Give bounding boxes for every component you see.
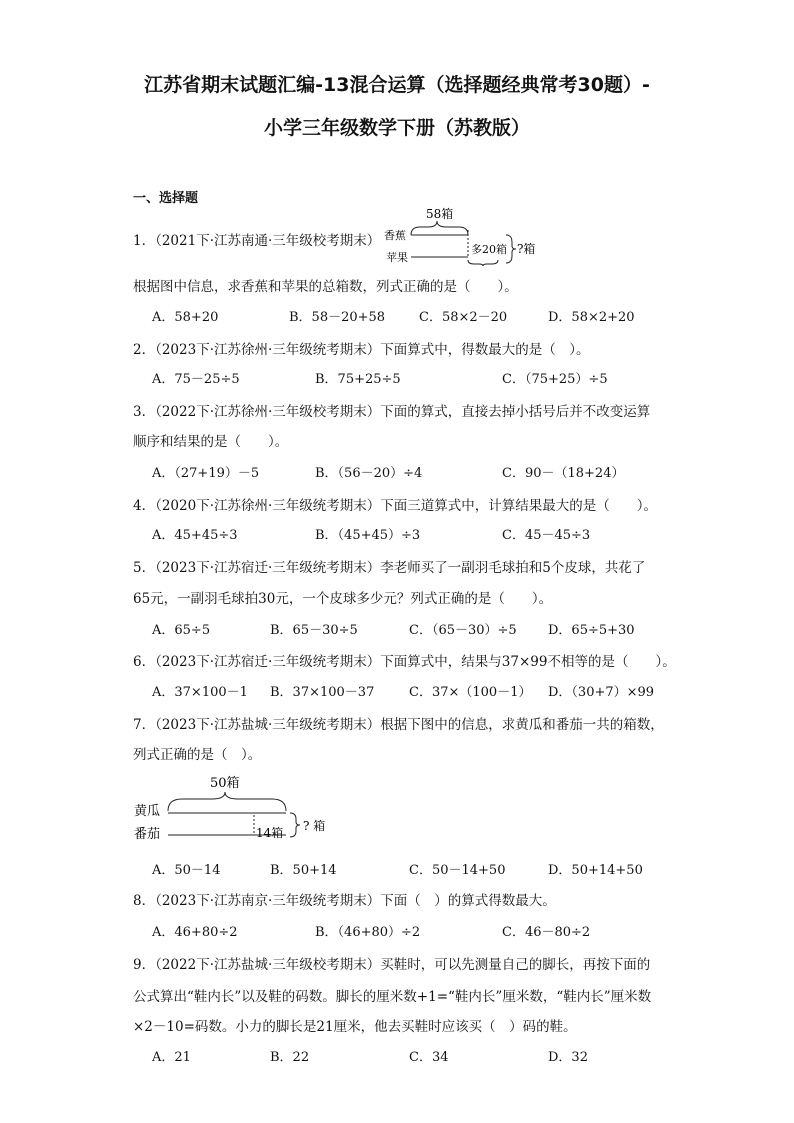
- q7-option-b[interactable]: B．50+14: [270, 863, 337, 878]
- doc-title-line2: 小学三年级数学下册（苏教版）: [263, 117, 530, 139]
- q7-option-d[interactable]: D．50+14+50: [548, 863, 643, 878]
- q9-stem-3: ×2－10=码数。小力的脚长是21厘米，他去买鞋时应该买（ ）码的鞋。: [133, 1019, 577, 1035]
- q5-options: [152, 619, 672, 637]
- q7-top-label: 50箱: [210, 776, 240, 791]
- q7-diagram: [132, 773, 352, 843]
- q4-options: [152, 524, 672, 542]
- q7-option-a[interactable]: A．50－14: [152, 863, 221, 878]
- q2-option-c[interactable]: C．（75+25）÷5: [502, 372, 608, 387]
- q8-stem: 8．（2023下·江苏南京·三年级统考期末）下面（ ）的算式得数最大。: [133, 893, 556, 909]
- q1-top-label: 58箱: [426, 207, 454, 221]
- q1-option-d[interactable]: D．58×2+20: [548, 310, 635, 325]
- q9-stem-2: 公式算出“鞋内长”以及鞋的码数。脚长的厘米数+1=“鞋内长”厘米数，“鞋内长”厘米数: [133, 989, 652, 1005]
- q7-question-label: ? 箱: [303, 819, 326, 833]
- q9-option-b[interactable]: B．22: [270, 1050, 310, 1065]
- section-heading: 一、选择题: [133, 191, 199, 206]
- q9-stem: 9．（2022下·江苏盐城·三年级校考期末）买鞋时，可以先测量自己的脚长，再按下面的: [133, 957, 651, 973]
- q4-option-c[interactable]: C．45－45÷3: [502, 528, 591, 543]
- q5-option-a[interactable]: A．65÷5: [152, 623, 211, 638]
- q9-option-d[interactable]: D．32: [548, 1050, 588, 1065]
- q1-right-brace: [506, 235, 516, 263]
- q8-options: [152, 921, 672, 939]
- q7-stem-2: 列式正确的是（ ）。: [133, 747, 262, 763]
- q1-bottom-brace: [468, 260, 498, 266]
- q1-option-c[interactable]: C．58×2－20: [419, 310, 508, 325]
- q8-option-a[interactable]: A．46+80÷2: [152, 925, 238, 940]
- q3-option-b[interactable]: B．（56－20）÷4: [315, 466, 423, 481]
- q1-stem-2: 根据图中信息，求香蕉和苹果的总箱数，列式正确的是（ ）。: [133, 279, 518, 295]
- q7-option-c[interactable]: C．50－14+50: [409, 863, 506, 878]
- q1-option-b[interactable]: B．58－20+58: [289, 310, 386, 325]
- q4-stem: 4．（2020下·江苏徐州·三年级统考期末）下面三道算式中，计算结果最大的是（ ）。: [133, 498, 658, 514]
- q8-option-c[interactable]: C．46－80÷2: [502, 925, 591, 940]
- q5-stem: 5．（2023下·江苏宿迁·三年级统考期末）李老师买了一副羽毛球拍和5个皮球，共花了: [133, 560, 646, 576]
- q4-option-b[interactable]: B．（45+45）÷3: [315, 528, 421, 543]
- q2-options: [152, 368, 672, 386]
- q3-option-c[interactable]: C．90－（18+24）: [502, 466, 625, 481]
- q7-options: [152, 859, 672, 877]
- q5-option-c[interactable]: C．（65－30）÷5: [409, 623, 517, 638]
- q5-stem-2: 65元，一副羽毛球拍30元，一个皮球多少元？列式正确的是（ ）。: [133, 591, 553, 607]
- q3-option-a[interactable]: A．（27+19）－5: [152, 466, 260, 481]
- q6-option-b[interactable]: B．37×100－37: [270, 685, 375, 700]
- q6-option-d[interactable]: D．（30+7）×99: [548, 685, 655, 700]
- q3-stem: 3．（2022下·江苏徐州·三年级校考期末）下面的算式，直接去掉小括号后并不改变运算: [133, 404, 651, 420]
- q4-option-a[interactable]: A．45+45÷3: [152, 528, 238, 543]
- q5-option-b[interactable]: B．65－30÷5: [270, 623, 358, 638]
- q9-option-a[interactable]: A．21: [152, 1050, 191, 1065]
- q5-option-d[interactable]: D．65÷5+30: [548, 623, 635, 638]
- q1-row1-label: 香蕉: [384, 229, 406, 242]
- q9-option-c[interactable]: C．34: [409, 1050, 449, 1065]
- q1-diff-label: 多20箱: [471, 243, 507, 256]
- q8-option-b[interactable]: B．（46+80）÷2: [315, 925, 421, 940]
- q1-question-label: ?箱: [517, 242, 536, 256]
- q1-stem: 1．（2021下·江苏南通·三年级校考期末）: [133, 233, 381, 249]
- q1-diagram: [380, 205, 550, 267]
- q1-option-a[interactable]: A．58+20: [152, 310, 219, 325]
- q9-options: [152, 1046, 672, 1064]
- q7-diff-label: 14箱: [256, 826, 284, 840]
- q6-options: [152, 681, 672, 699]
- q1-row2-label: 苹果: [386, 251, 408, 264]
- q3-stem-2: 顺序和结果的是（ ）。: [133, 434, 289, 450]
- q3-options: [152, 462, 672, 480]
- q2-option-b[interactable]: B．75+25÷5: [315, 372, 401, 387]
- q2-stem: 2．（2023下·江苏徐州·三年级统考期末）下面算式中，得数最大的是（ ）。: [133, 342, 590, 358]
- q7-right-brace: [290, 813, 300, 837]
- q7-top-brace: [168, 792, 286, 811]
- q2-option-a[interactable]: A．75－25÷5: [152, 372, 240, 387]
- q7-row1-label: 黄瓜: [134, 804, 161, 819]
- q6-stem: 6．（2023下·江苏宿迁·三年级统考期末）下面算式中，结果与37×99不相等的是（ ）。: [133, 654, 676, 670]
- q7-row2-label: 番茄: [134, 827, 161, 842]
- q1-top-brace: [411, 221, 468, 235]
- q1-options: [152, 306, 672, 324]
- doc-title-line1: 江苏省期末试题汇编-13混合运算（选择题经典常考30题）-: [144, 74, 650, 96]
- q6-option-a[interactable]: A．37×100－1: [152, 685, 248, 700]
- q6-option-c[interactable]: C．37×（100－1）: [409, 685, 532, 700]
- q7-stem: 7．（2023下·江苏盐城·三年级统考期末）根据下图中的信息，求黄瓜和番茄一共的箱数，: [133, 717, 664, 733]
